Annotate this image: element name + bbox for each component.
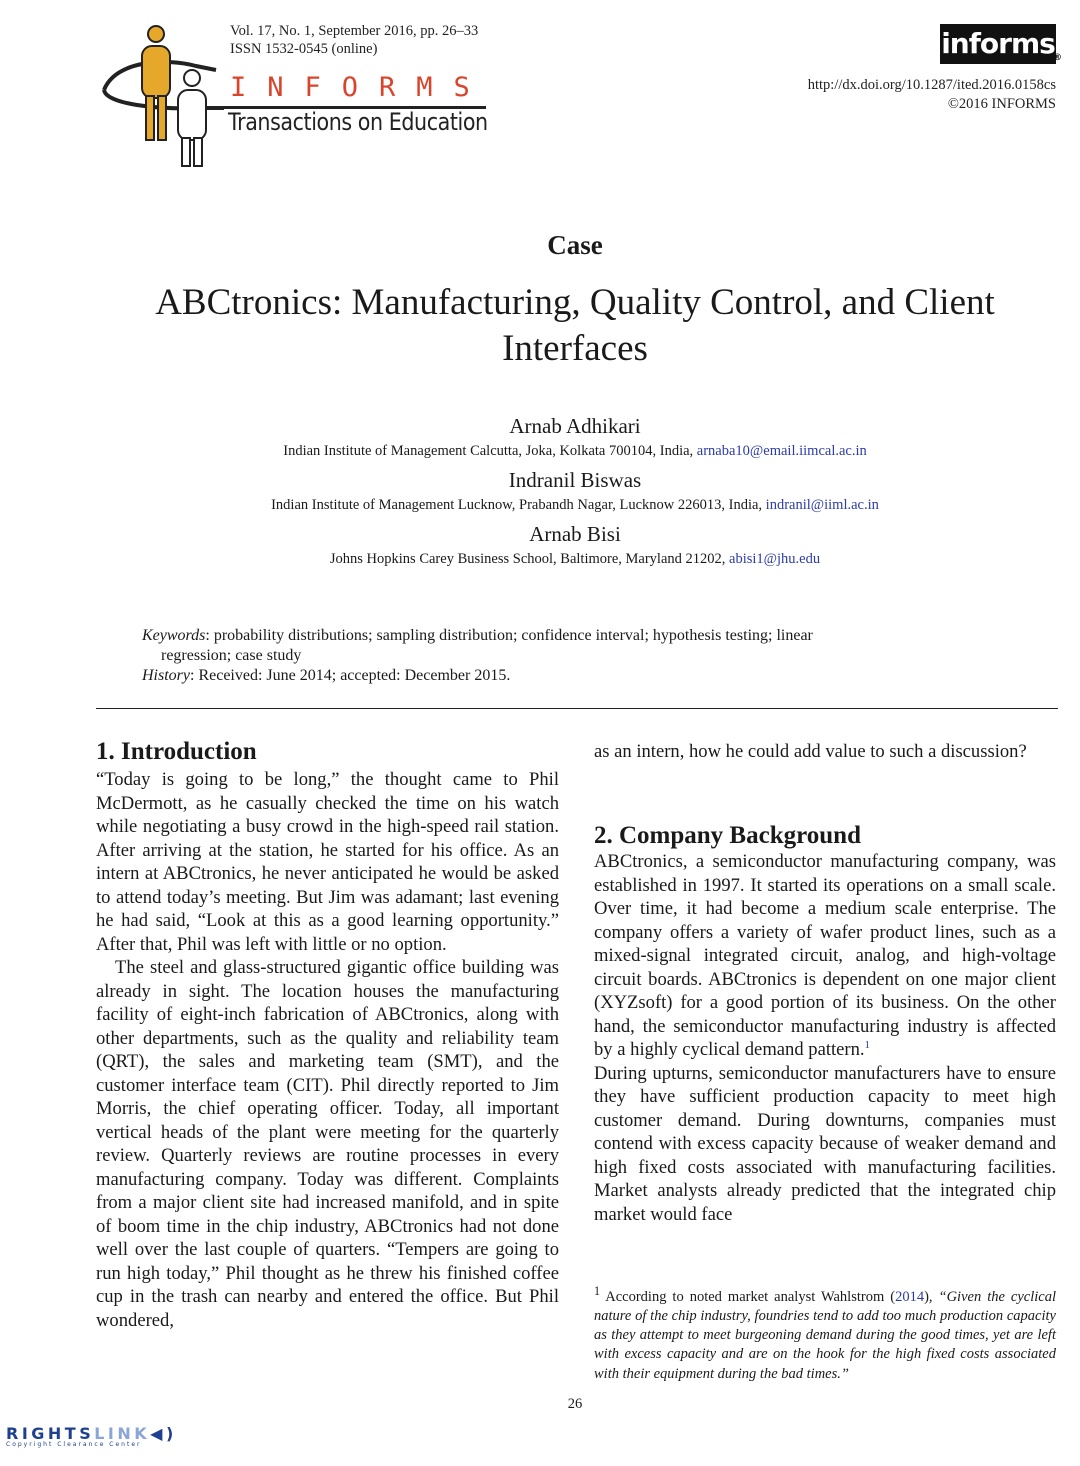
rightslink-sub: Copyright Clearance Center: [6, 1441, 142, 1448]
footnote-mark: 1: [594, 1284, 601, 1298]
history-line: [142, 666, 1022, 686]
keywords-continuation: regression; case study: [161, 647, 302, 664]
paragraph: The steel and glass-structured gigantic office building was already in sight. The location houses the manufacturing facility of eight-inch fabrication of ABCtronics, along with other departments, such as the quality and reliability team (QRT), the sales and marketing team (SMT), and the customer interface team (CIT). Phil directly reported to Jim Morris, the chief operating officer. Today, all important vertical heads of the plant were meeting for the quarterly review. Quarterly reviews are routine processes in every manufacturing company. Today was different. Complaints from a major client site had increased manifold, and in spite of boom time in the chip industry, ABCtronics had not done well over the last couple of quarters. “Tempers are going to run high today,” Phil thought as he threw his finished coffee cup in the trash can nearby and entered the office. But Phil wondered,: [96, 957, 559, 1331]
rightslink-watermark: [6, 1424, 177, 1448]
author-name: Indranil Biswas: [508, 468, 642, 492]
author-name: Arnab Adhikari: [509, 414, 641, 438]
paragraph: [594, 850, 1056, 1062]
journal-subtitle: Transactions on Education: [228, 108, 488, 136]
author-email-link[interactable]: indranil@iiml.ac.in: [765, 497, 879, 513]
volume-info: [230, 22, 478, 58]
page-number: 26: [567, 1396, 583, 1412]
author-name: Arnab Bisi: [529, 522, 621, 546]
article-title: ABCtronics: Manufacturing, Quality Control, and Client Interfaces: [155, 282, 995, 369]
affiliation-text: Indian Institute of Management Calcutta, Joka, Kolkata 700104, India,: [283, 443, 697, 459]
right-column: [594, 850, 1056, 1226]
history-text: : Received: June 2014; accepted: December 2015.: [190, 667, 511, 684]
keywords-label: Keywords: [142, 627, 206, 644]
paragraph: “Today is going to be long,” the thought came to Phil McDermott, as he casually checked the time on his watch while negotiating a busy crowd in the high-speed rail station. After arriving at the station, he started for his office. As an intern at ABCtronics, he never anticipated he would be asked to attend today’s meeting. But Jim was adamant; last evening he had said, “Look at this as a good learning opportunity.” After that, Phil was left with little or no option.: [96, 769, 559, 955]
footnote-mid: ),: [924, 1288, 939, 1305]
paragraph-text: ABCtronics, a semiconductor manufacturing company, was established in 1997. It started its operations on a small scale. Over time, it had become a medium scale enterprise. The company offers a variety of wafer product lines, such as a mixed-signal integrated circuit, analog, and high-voltage circuit boards. ABCtronics is dependent on one major client (XYZsoft) for a good portion of its business. On the other hand, the semiconductor manufacturing industry is affected by a highly cyclical demand pattern.: [594, 851, 1056, 1060]
divider: [96, 708, 1058, 709]
footnote-quote: “Given the cyclical nature of the chip industry, foundries tend to add too much production capacity as they attempt to meet burgeoning demand during the good times, yet are left with excess capacity and are on the hook for the high fixed costs associated with their equipment during the bad times.”: [594, 1288, 1056, 1382]
copyright: ©2016 INFORMS: [947, 96, 1056, 112]
keywords-line: [142, 626, 1022, 646]
section-heading-introduction: 1. Introduction: [96, 738, 257, 765]
publisher-logo: [940, 24, 1062, 64]
footnote-lead: According to noted market analyst Wahlstrom (: [600, 1288, 896, 1305]
right-column-continuation: [594, 740, 1056, 764]
footnote-marker-link[interactable]: 1: [864, 1038, 871, 1051]
rightslink-arrow-icon: ◀): [150, 1424, 177, 1443]
doi-block: [808, 76, 1056, 114]
citation-link[interactable]: 2014: [895, 1288, 925, 1305]
author-email-link[interactable]: abisi1@jhu.edu: [729, 551, 821, 567]
keywords-text: : probability distributions; sampling distribution; confidence interval; hypothesis testing; linear: [205, 627, 813, 644]
author-affiliation: [0, 551, 1080, 568]
paragraph: During upturns, semiconductor manufacturers have to ensure they have sufficient production capacity to meet high customer demand. During downturns, companies must contend with excess capacity because of weaker demand and high fixed costs associated with manufacturing facilities. Market analysts already predicted that the integrated chip market would face: [594, 1062, 1056, 1225]
affiliation-text: Indian Institute of Management Lucknow, Prabandh Nagar, Lucknow 226013, India,: [271, 497, 766, 513]
left-column: [96, 768, 559, 1332]
paragraph: as an intern, how he could add value to such a discussion?: [594, 741, 1027, 762]
rightslink-light: LINK: [94, 1424, 151, 1443]
section-heading-company-background: 2. Company Background: [594, 822, 861, 849]
volume-line: Vol. 17, No. 1, September 2016, pp. 26–33: [230, 23, 479, 39]
footnote: [594, 1282, 1056, 1384]
article-type: Case: [547, 230, 603, 260]
rightslink-dark: RIGHTS: [6, 1424, 95, 1443]
author-affiliation: [0, 443, 1080, 460]
doi-link[interactable]: http://dx.doi.org/10.1287/ited.2016.0158cs: [807, 77, 1056, 93]
history-label: History: [142, 667, 190, 684]
author-affiliation: [0, 497, 1080, 514]
publisher-logo-text: informs: [941, 27, 1055, 60]
author-email-link[interactable]: arnaba10@email.iimcal.ac.in: [696, 443, 867, 459]
registered-mark-icon: ®: [1053, 53, 1062, 63]
issn-line: ISSN 1532-0545 (online): [230, 41, 378, 57]
keywords-block: [142, 626, 1022, 686]
journal-wordmark: INFORMS: [230, 72, 491, 103]
affiliation-text: Johns Hopkins Carey Business School, Baltimore, Maryland 21202,: [329, 551, 730, 567]
